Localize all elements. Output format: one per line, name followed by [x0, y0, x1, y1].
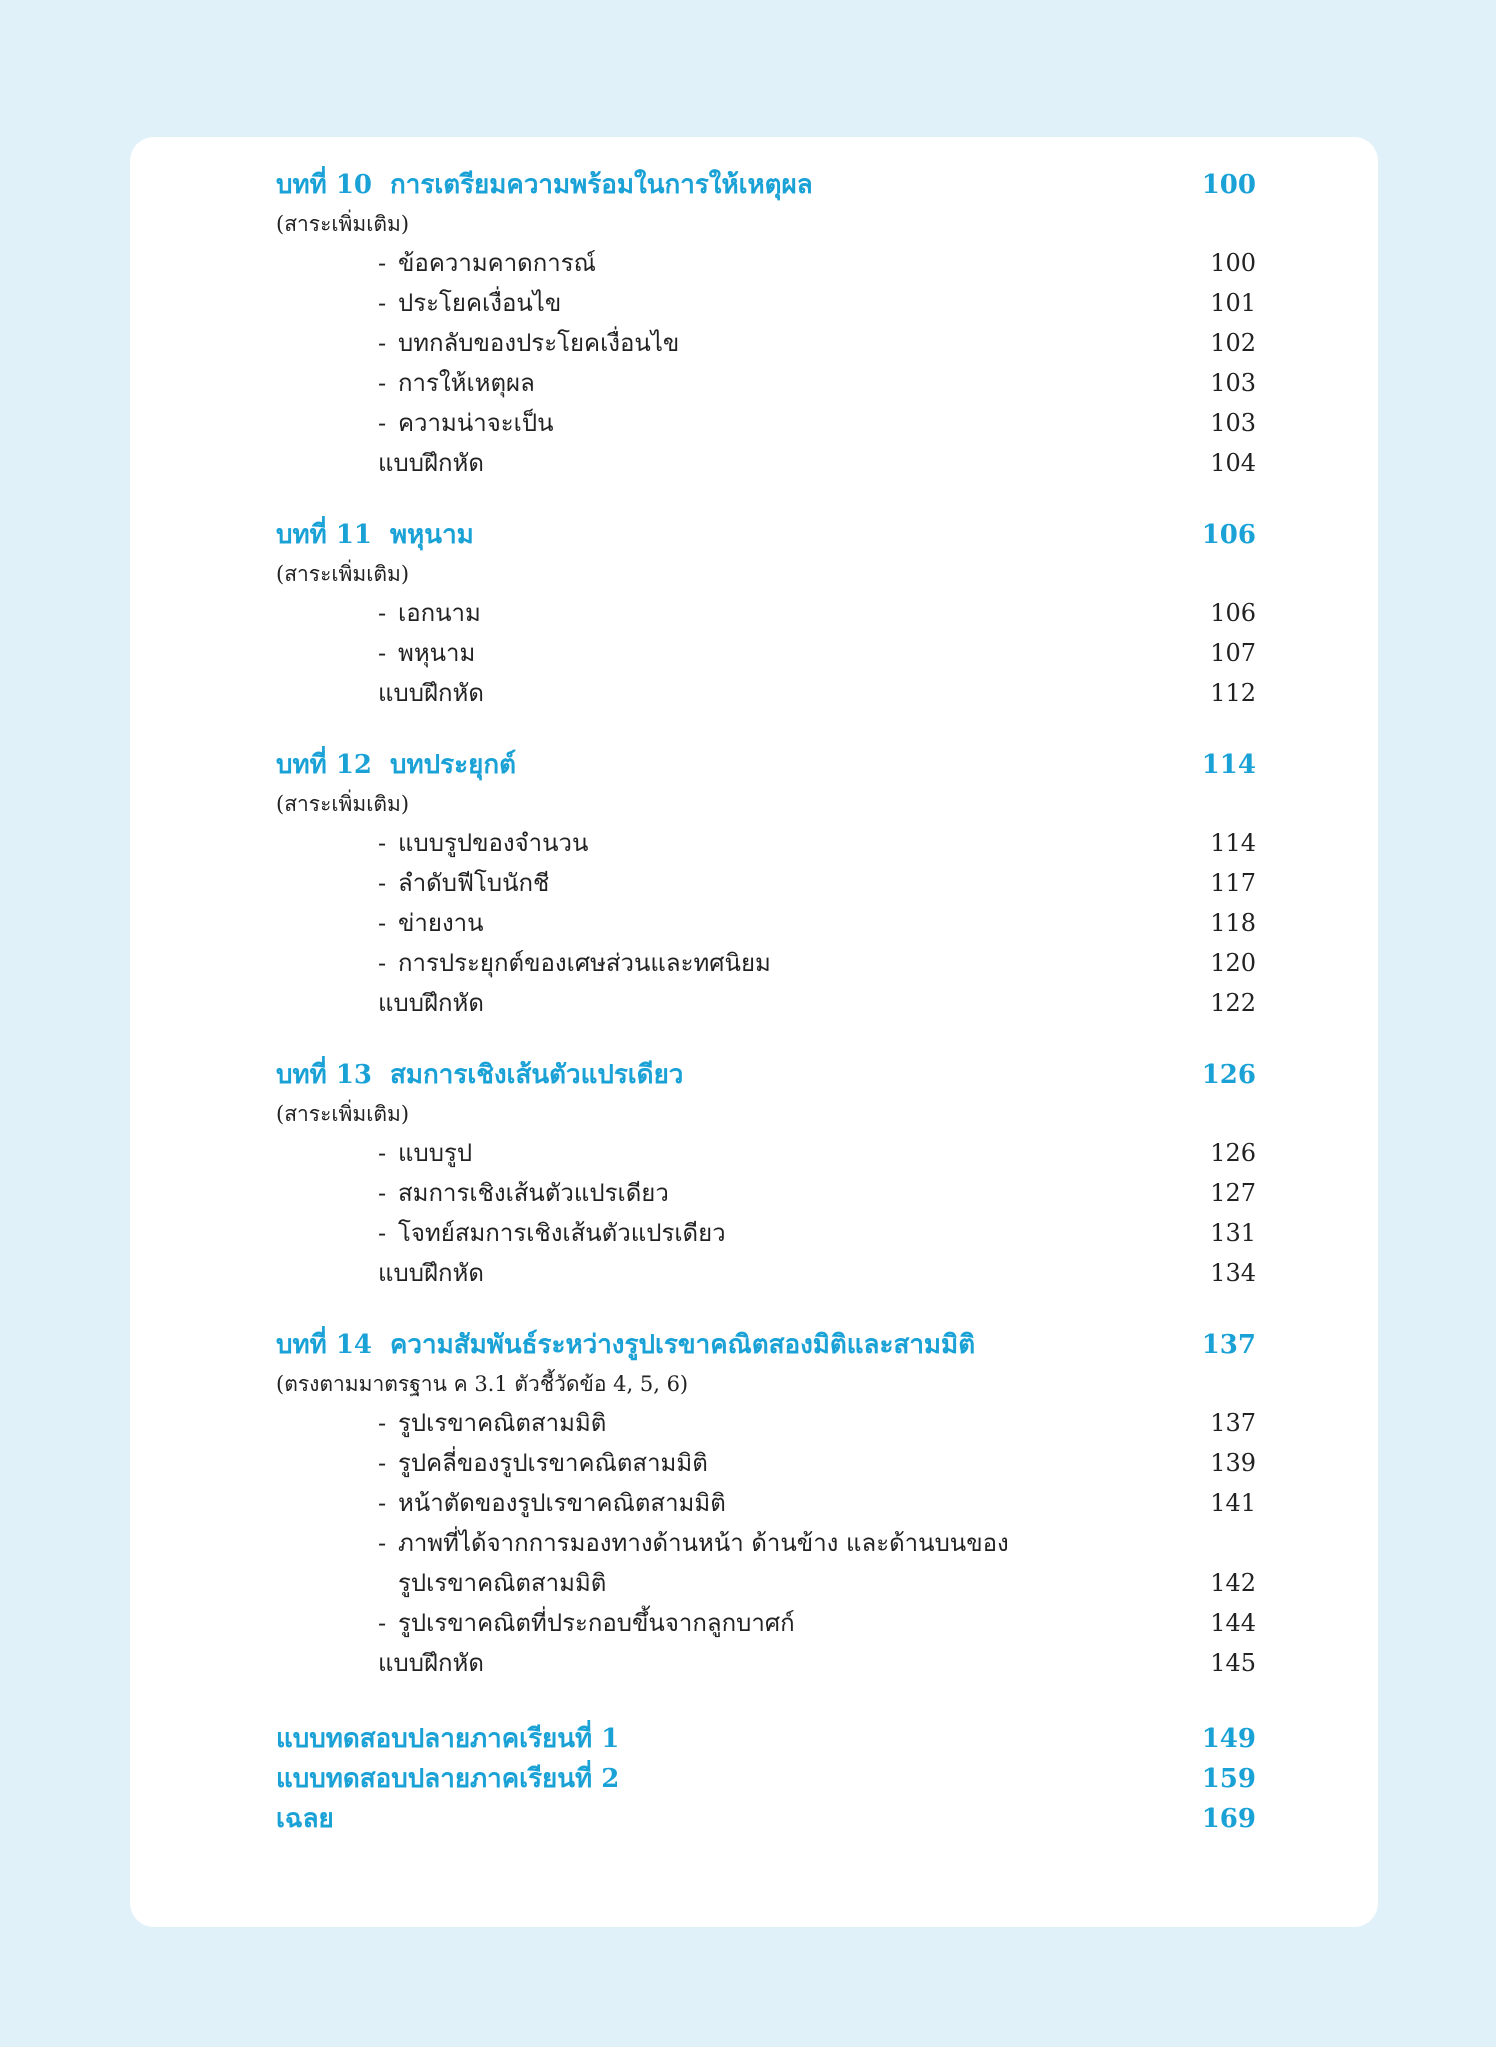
dash: -: [378, 329, 387, 357]
toc-entry[interactable]: [276, 593, 1356, 633]
entry-page: 114: [1210, 829, 1256, 857]
chapter-title: บทประยุกต์: [390, 750, 516, 780]
table-of-contents: [276, 165, 1356, 1839]
entry-page: 139: [1210, 1449, 1256, 1477]
dash: -: [378, 1139, 387, 1167]
exercise-entry[interactable]: [276, 673, 1356, 713]
dash: -: [378, 409, 387, 437]
entry-page: 142: [1210, 1569, 1256, 1597]
chapter-page: 126: [1201, 1060, 1256, 1090]
toc-entry-continuation[interactable]: [276, 1563, 1356, 1603]
dash: -: [378, 1179, 387, 1207]
exercise-label: แบบฝึกหัด: [378, 989, 484, 1017]
entry-page: 117: [1210, 869, 1256, 897]
dash: -: [378, 869, 387, 897]
entry-page: 126: [1210, 1139, 1256, 1167]
entry-label: รูปคลี่ของรูปเรขาคณิตสามมิติ: [398, 1449, 708, 1477]
toc-entry[interactable]: [276, 1443, 1356, 1483]
chapter-heading[interactable]: [276, 1325, 1356, 1365]
exercise-entry[interactable]: [276, 443, 1356, 483]
chapter-number: บทที่ 11: [276, 520, 373, 550]
end-section-page: 159: [1201, 1764, 1256, 1794]
entry-label: แบบรูป: [398, 1139, 473, 1167]
exercise-label: แบบฝึกหัด: [378, 1259, 484, 1287]
entry-label: ข้อความคาดการณ์: [398, 249, 596, 277]
toc-entry[interactable]: [276, 323, 1356, 363]
toc-entry[interactable]: [276, 863, 1356, 903]
entry-label: บทกลับของประโยคเงื่อนไข: [398, 329, 680, 357]
chapter-note: (สาระเพิ่มเติม): [276, 562, 410, 586]
toc-entry[interactable]: [276, 1523, 1356, 1563]
toc-entry[interactable]: [276, 1213, 1356, 1253]
entry-page: 118: [1210, 909, 1256, 937]
exercise-entry[interactable]: [276, 983, 1356, 1023]
dash: -: [378, 1609, 387, 1637]
entry-page: 107: [1210, 639, 1256, 667]
chapter-number: บทที่ 12: [276, 750, 373, 780]
exercise-page: 145: [1210, 1649, 1256, 1677]
entry-label: โจทย์สมการเชิงเส้นตัวแปรเดียว: [398, 1219, 726, 1247]
entry-page: 100: [1210, 249, 1256, 277]
chapter-number: บทที่ 14: [276, 1330, 373, 1360]
entry-label: ภาพที่ได้จากการมองทางด้านหน้า ด้านข้าง และด้านบนของ: [398, 1529, 1009, 1557]
dash: -: [378, 1529, 387, 1557]
entry-label: การประยุกต์ของเศษส่วนและทศนิยม: [398, 949, 771, 977]
dash: -: [378, 1449, 387, 1477]
toc-entry[interactable]: [276, 1483, 1356, 1523]
dash: -: [378, 1489, 387, 1517]
entry-page: 103: [1210, 369, 1256, 397]
toc-entry[interactable]: [276, 1173, 1356, 1213]
chapter-title: พหุนาม: [390, 520, 474, 550]
entry-label: ลำดับฟีโบนักชี: [398, 869, 550, 897]
chapter-title: ความสัมพันธ์ระหว่างรูปเรขาคณิตสองมิติและสามมิติ: [390, 1330, 976, 1360]
entry-page: 102: [1210, 329, 1256, 357]
exercise-page: 134: [1210, 1259, 1256, 1287]
exercise-label: แบบฝึกหัด: [378, 679, 484, 707]
exercise-entry[interactable]: [276, 1643, 1356, 1683]
entry-page: 127: [1210, 1179, 1256, 1207]
dash: -: [378, 249, 387, 277]
entry-page: 131: [1210, 1219, 1256, 1247]
entry-label: พหุนาม: [398, 639, 476, 667]
toc-entry[interactable]: [276, 243, 1356, 283]
toc-entry[interactable]: [276, 903, 1356, 943]
chapter-title: การเตรียมความพร้อมในการให้เหตุผล: [390, 170, 813, 200]
exercise-page: 104: [1210, 449, 1256, 477]
dash: -: [378, 829, 387, 857]
toc-entry[interactable]: [276, 943, 1356, 983]
entry-label: รูปเรขาคณิตสามมิติ: [398, 1409, 607, 1437]
entry-label: ประโยคเงื่อนไข: [398, 289, 562, 317]
chapter-number: บทที่ 13: [276, 1060, 373, 1090]
toc-entry[interactable]: [276, 823, 1356, 863]
chapter-note: (สาระเพิ่มเติม): [276, 792, 410, 816]
exercise-label: แบบฝึกหัด: [378, 449, 484, 477]
entry-label: เอกนาม: [398, 599, 481, 627]
dash: -: [378, 949, 387, 977]
dash: -: [378, 289, 387, 317]
chapter-page: 106: [1201, 520, 1256, 550]
entry-label: แบบรูปของจำนวน: [398, 829, 589, 857]
dash: -: [378, 1219, 387, 1247]
exercise-entry[interactable]: [276, 1253, 1356, 1293]
end-section-heading[interactable]: [276, 1799, 1356, 1839]
toc-entry[interactable]: [276, 1133, 1356, 1173]
entry-label: สมการเชิงเส้นตัวแปรเดียว: [398, 1179, 669, 1207]
chapter-page: 114: [1201, 750, 1256, 780]
end-section-heading[interactable]: [276, 1759, 1356, 1799]
entry-label: ความน่าจะเป็น: [398, 409, 554, 437]
exercise-page: 122: [1210, 989, 1256, 1017]
chapter-heading[interactable]: [276, 1055, 1356, 1095]
entry-page: 144: [1210, 1609, 1256, 1637]
entry-label: ข่ายงาน: [398, 909, 484, 937]
dash: -: [378, 909, 387, 937]
dash: -: [378, 639, 387, 667]
chapter-note: (สาระเพิ่มเติม): [276, 212, 410, 236]
end-section-heading[interactable]: [276, 1719, 1356, 1759]
end-section-page: 149: [1201, 1724, 1256, 1754]
dash: -: [378, 369, 387, 397]
chapter-note: (ตรงตามมาตรฐาน ค 3.1 ตัวชี้วัดข้อ 4, 5, 6): [276, 1372, 689, 1396]
chapter-heading[interactable]: [276, 515, 1356, 555]
toc-entry[interactable]: [276, 1603, 1356, 1643]
end-section-label: แบบทดสอบปลายภาคเรียนที่ 1: [276, 1724, 620, 1754]
toc-entry[interactable]: [276, 633, 1356, 673]
entry-page: 103: [1210, 409, 1256, 437]
entry-label: การให้เหตุผล: [398, 369, 535, 397]
dash: -: [378, 599, 387, 627]
toc-card: [130, 137, 1378, 1927]
entry-label: รูปเรขาคณิตที่ประกอบขึ้นจากลูกบาศก์: [398, 1609, 795, 1637]
chapter-heading[interactable]: [276, 165, 1356, 205]
chapter-number: บทที่ 10: [276, 170, 373, 200]
toc-entry[interactable]: [276, 363, 1356, 403]
chapter-heading[interactable]: [276, 745, 1356, 785]
chapter-page: 100: [1201, 170, 1256, 200]
end-section-label: แบบทดสอบปลายภาคเรียนที่ 2: [276, 1764, 620, 1794]
toc-entry[interactable]: [276, 1403, 1356, 1443]
entry-page: 141: [1210, 1489, 1256, 1517]
entry-label: หน้าตัดของรูปเรขาคณิตสามมิติ: [398, 1489, 726, 1517]
toc-entry[interactable]: [276, 283, 1356, 323]
chapter-title: สมการเชิงเส้นตัวแปรเดียว: [390, 1060, 684, 1090]
end-section-label: เฉลย: [276, 1804, 334, 1834]
entry-page: 101: [1210, 289, 1256, 317]
exercise-page: 112: [1210, 679, 1256, 707]
exercise-label: แบบฝึกหัด: [378, 1649, 484, 1677]
chapter-note: (สาระเพิ่มเติม): [276, 1102, 410, 1126]
entry-page: 106: [1210, 599, 1256, 627]
end-section-page: 169: [1201, 1804, 1256, 1834]
entry-page: 120: [1210, 949, 1256, 977]
dash: -: [378, 1409, 387, 1437]
chapter-page: 137: [1201, 1330, 1256, 1360]
entry-page: 137: [1210, 1409, 1256, 1437]
toc-entry[interactable]: [276, 403, 1356, 443]
entry-label-continuation: รูปเรขาคณิตสามมิติ: [398, 1569, 607, 1597]
